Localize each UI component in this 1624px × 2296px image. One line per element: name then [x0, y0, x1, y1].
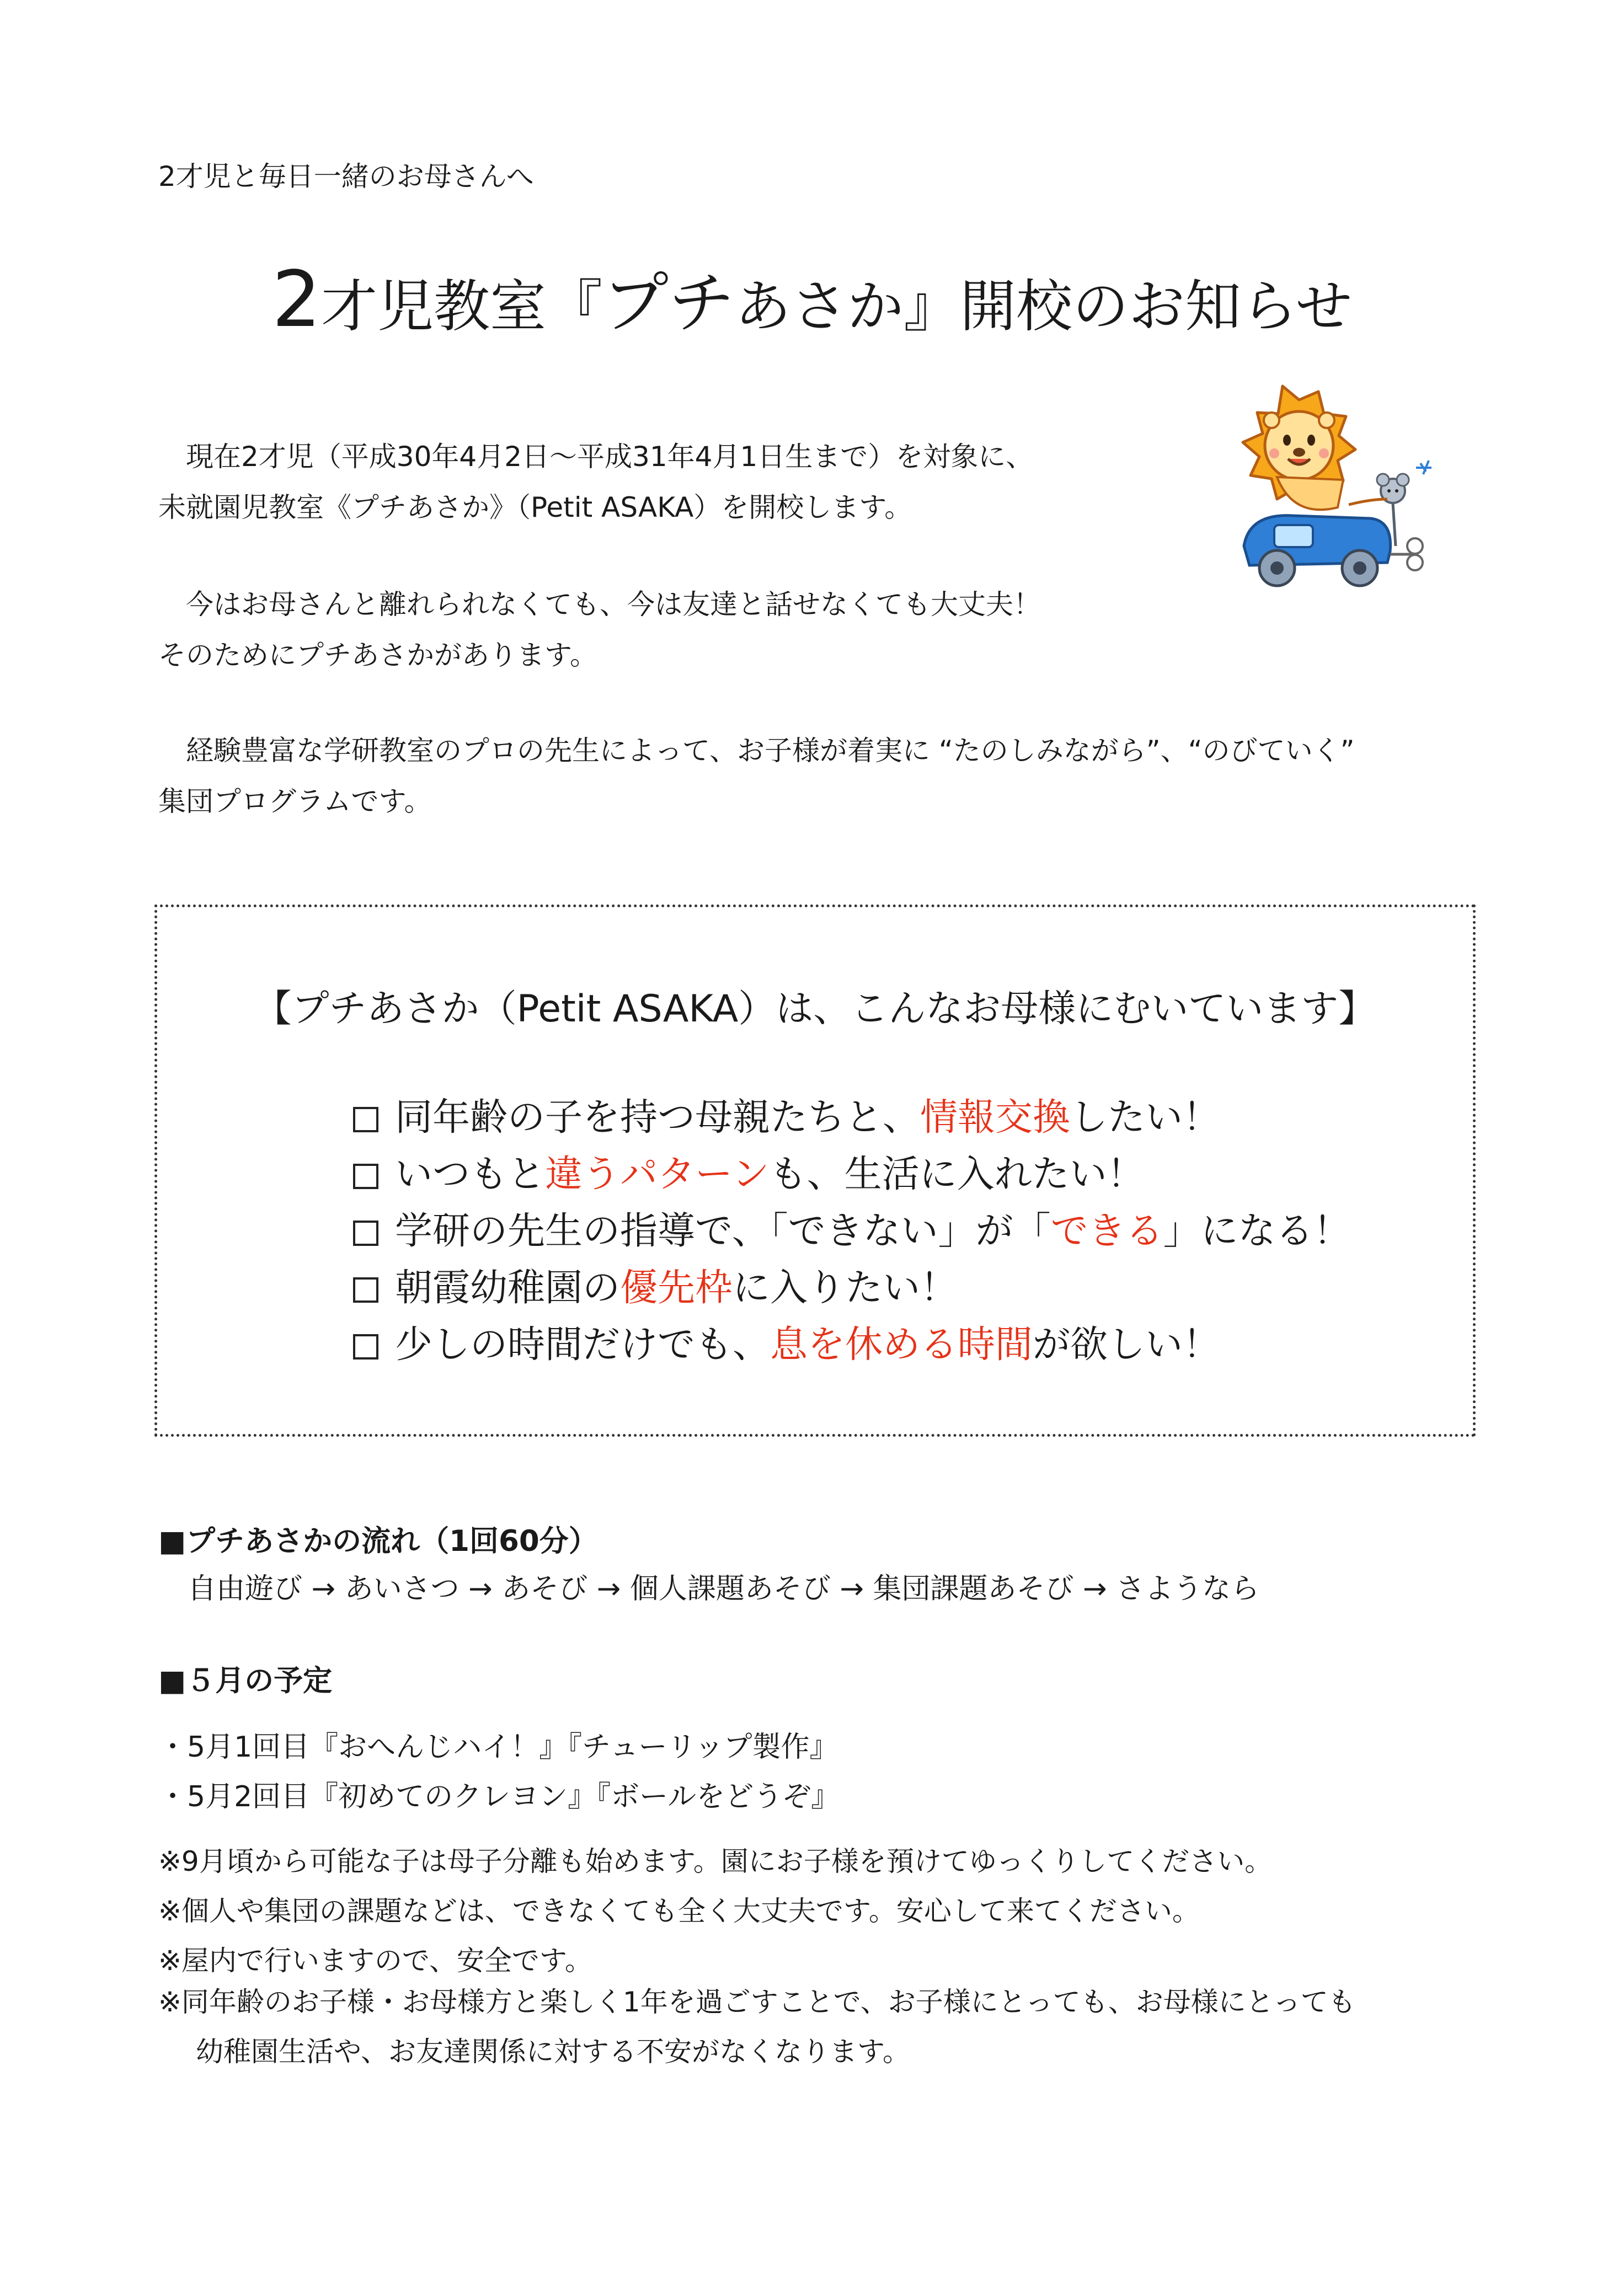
checkbox-icon	[353, 1334, 378, 1360]
item-highlight: 違うパターン	[545, 1153, 770, 1196]
item-highlight: 優先枠	[620, 1266, 733, 1310]
flow-heading: ■プチあさかの流れ（1回60分）	[158, 1524, 598, 1558]
item-text-end: 」になる！	[1163, 1209, 1351, 1253]
title-number: 2	[271, 255, 322, 345]
addressee-line: 2才児と毎日一緒のお母さんへ	[158, 160, 534, 192]
item-text-end: も、生活に入れたい！	[769, 1153, 1145, 1196]
item-text: 少しの時間だけでも、	[395, 1323, 771, 1367]
note: ※9月頃から可能な子は母子分離も始めます。園にお子様を預けてゆっくりしてください。	[158, 1845, 1273, 1877]
may-schedule-heading: ■５月の予定	[158, 1664, 333, 1698]
item-text: 学研の先生の指導で、「できない」が「	[395, 1209, 1051, 1253]
recommendation-box	[154, 905, 1476, 1437]
title-petit: プチ	[602, 265, 735, 342]
item-highlight: 情報交換	[920, 1096, 1071, 1139]
may-schedule-item: ・5月1回目『おへんじハイ！』『チューリップ製作』	[158, 1731, 838, 1764]
item-text: 朝霞幼稚園の	[395, 1266, 621, 1310]
intro-p1-line1: 現在2才児（平成30年4月2日〜平成31年4月1日生まで）を対象に、	[186, 441, 1034, 473]
lion-mascot-in-car-icon	[1211, 381, 1443, 612]
title-part1: 才児教室『	[321, 274, 603, 340]
item-text-end: に入りたい！	[733, 1266, 958, 1310]
checklist-item	[353, 1316, 1351, 1373]
note: ※屋内で行いますので、安全です。	[158, 1945, 592, 1977]
may-schedule-item: ・5月2回目『初めてのクレヨン』『ボールをどうぞ』	[158, 1780, 840, 1813]
item-text-end: したい！	[1070, 1096, 1221, 1139]
checklist-item	[353, 1203, 1351, 1260]
intro-paragraph-1	[158, 431, 1033, 533]
item-highlight: できる	[1050, 1209, 1163, 1253]
intro-p2-line1: 今はお母さんと離れられなくても、今は友達と話せなくても大丈夫！	[186, 588, 1041, 620]
checklist-item	[353, 1146, 1351, 1203]
item-text-end: が欲しい！	[1033, 1323, 1221, 1367]
checkbox-icon	[353, 1107, 378, 1132]
box-heading: 【プチあさか（Petit ASAKA）は、こんなお母様にむいています】	[254, 987, 1376, 1031]
intro-paragraph-3	[158, 725, 1355, 827]
note: ※個人や集団の課題などは、できなくても全く大丈夫です。安心して来てください。	[158, 1895, 1200, 1927]
note: ※同年齢のお子様・お母様方と楽しく1年を過ごすことで、お子様にとっても、お母様にとっても	[158, 1986, 1356, 2018]
page-title	[0, 254, 1624, 346]
intro-p3-line2: 集団プログラムです。	[158, 785, 432, 817]
intro-p1-line2: 未就園児教室《プチあさか》（Petit ASAKA）を開校します。	[158, 491, 912, 523]
checkbox-icon	[353, 1221, 378, 1246]
item-text: いつもと	[395, 1153, 546, 1196]
title-part2: 』開校のお知らせ	[904, 274, 1353, 340]
checkbox-icon	[353, 1164, 378, 1189]
note-continuation: 幼稚園生活や、お友達関係に対する不安がなくなります。	[196, 2036, 910, 2068]
checkbox-icon	[353, 1277, 378, 1303]
intro-paragraph-2	[158, 579, 1041, 681]
checklist-item	[353, 1260, 1351, 1316]
intro-p2-line2: そのためにプチあさかがあります。	[158, 639, 597, 671]
item-highlight: 息を休める時間	[770, 1323, 1033, 1367]
checklist	[353, 1089, 1351, 1373]
title-asaka: あさか	[735, 274, 904, 340]
intro-p3-line1: 経験豊富な学研教室のプロの先生によって、お子様が着実に “たのしみながら”、“のびていく”	[186, 735, 1355, 767]
item-text: 同年齢の子を持つ母親たちと、	[395, 1096, 921, 1139]
flow-text: 自由遊び → あいさつ → あそび → 個人課題あそび → 集団課題あそび → さようなら	[188, 1572, 1260, 1605]
checklist-item	[353, 1089, 1351, 1146]
